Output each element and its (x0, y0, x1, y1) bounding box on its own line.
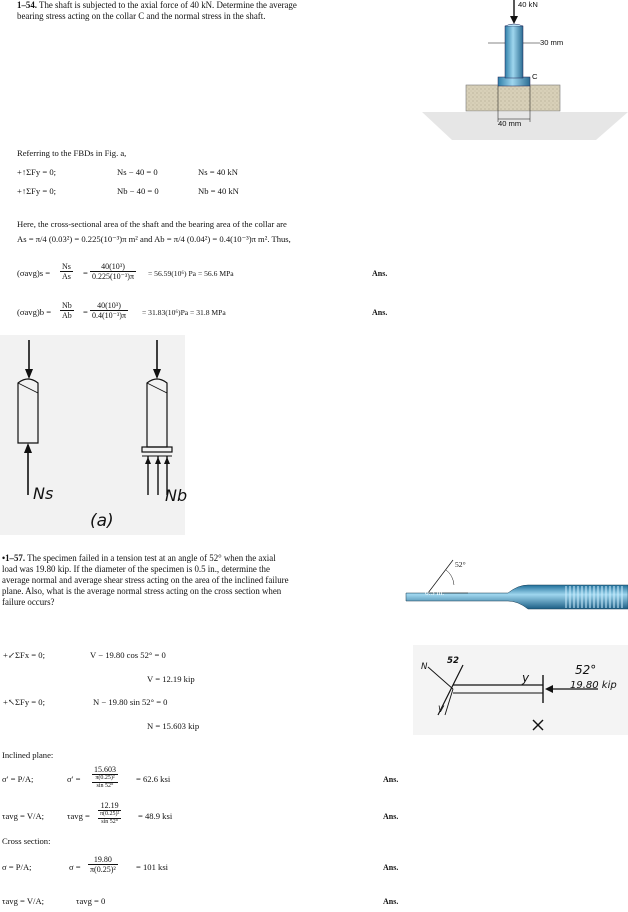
sketch-y-label: y (522, 671, 530, 685)
sketch-v-label: V (438, 705, 444, 715)
specimen-diameter-label: 0.5 in. (425, 588, 445, 597)
collar-stress-result: = 31.83(10⁶)Pa = 31.8 MPa (142, 308, 226, 317)
equilibrium-eq-1: Ns − 40 = 0 (117, 167, 158, 177)
collar-label: C (532, 72, 538, 81)
shear-stress-result: = 48.9 ksi (138, 811, 173, 821)
normal-stress-fraction: 15.603 π(0.25)² sin 52° (94, 765, 116, 789)
fbd-sketch (0, 335, 200, 535)
answer-marker-2: Ans. (372, 308, 388, 317)
normal-stress-def: σ′ = P/A; (2, 774, 34, 784)
fbd-left-label: Ns (33, 484, 54, 503)
answer-marker-1: Ans. (372, 269, 388, 278)
fbd-right-label: Nb (165, 486, 188, 505)
shaft-stress-lhs: (σavg)s = (17, 268, 51, 278)
v-result: V = 12.19 kip (147, 674, 195, 684)
load-arrowhead (510, 16, 518, 24)
sum-fx-eq: V − 19.80 cos 52° = 0 (90, 650, 166, 660)
shear-stress-lhs: τavg = (67, 811, 90, 821)
cross-normal-result: = 101 ksi (136, 862, 169, 872)
shaft-stress-fraction-symbolic: $\frac{Ns}{As}$ (62, 262, 71, 281)
shaft-collar-figure (0, 0, 628, 140)
cross-normal-lhs: σ = (69, 862, 81, 872)
inclined-plane-heading: Inclined plane: (2, 750, 54, 760)
problem-number: 1–54. (17, 0, 37, 10)
cross-section-heading: Cross section: (2, 836, 51, 846)
collar (498, 77, 530, 86)
shaft-dimension-label: 30 mm (540, 38, 564, 47)
shaft-stress-fraction-numeric: $\frac{\text{40(10³)}}{\text{0.225(10⁻³)π}}$ (92, 262, 134, 281)
area-text-line-1: Here, the cross-sectional area of the shaft and the bearing area of the collar are (17, 219, 287, 229)
shaft-stress-result: = 56.59(10⁶) Pa = 56.6 MPa (148, 269, 234, 278)
answer-marker-5: Ans. (383, 863, 399, 872)
shaft (505, 26, 523, 78)
collar-dimension-label: 40 mm (498, 119, 522, 128)
equilibrium-result-1: Ns = 40 kN (198, 167, 238, 177)
answer-marker-6: Ans. (383, 897, 399, 906)
equals-sign: = (83, 268, 88, 278)
sum-fy-label: +↖ΣFy = 0; (3, 697, 45, 707)
collar-stress-fraction-symbolic: $\frac{Nb}{Ab}$ (62, 301, 72, 320)
equilibrium-label-1: +↑ΣFy = 0; (17, 167, 57, 177)
normal-stress-lhs: σ′ = (67, 774, 81, 784)
answer-marker-3: Ans. (383, 775, 399, 784)
sketch-n-label: N (421, 662, 428, 672)
problem-text: The shaft is subjected to the axial force of 40 kN. Determine the average bearing stress acting on the collar C and the normal stress in the shaft. (17, 0, 297, 21)
sum-fy-eq: N − 19.80 sin 52° = 0 (93, 697, 168, 707)
problem-number: •1–57. (2, 553, 26, 563)
problem-text: The specimen failed in a tension test at an angle of 52° when the axial load was 19.80 kip. If the diameter of the specimen is 0.5 in., determine the average normal and average shear stress acting on the area of the inclined failure plane. Also, what is the average normal stress acting on the cross section when failure occurs? (2, 553, 289, 607)
solution-intro: Referring to the FBDs in Fig. a, (17, 148, 127, 158)
specimen-angle-label: 52° (455, 560, 466, 569)
cross-normal-fraction: $\frac{19.80}{\text{π(0.25)²}}$ (90, 855, 116, 874)
cross-shear-def: τavg = V/A; (2, 896, 45, 906)
problem-1-57-statement (2, 553, 292, 608)
area-text-line-2: As = π/4 (0.03²) = 0.225(10⁻³)π m² and Ab = π/4 (0.04²) = 0.4(10⁻³)π m². Thus, (17, 234, 291, 244)
normal-stress-result: = 62.6 ksi (136, 774, 171, 784)
sketch-load: 19.80 kip (570, 680, 617, 691)
cross-normal-def: σ = P/A; (2, 862, 32, 872)
equals-sign: = (83, 307, 88, 317)
sum-fx-label: +↙ΣFx = 0; (3, 650, 45, 660)
shear-stress-def: τavg = V/A; (2, 811, 45, 821)
collar-stress-lhs: (σavg)b = (17, 307, 52, 317)
collar-stress-fraction-numeric: $\frac{\text{40(10³)}}{\text{0.4(10⁻³)π}}$ (92, 301, 126, 320)
n-result: N = 15.603 kip (147, 721, 200, 731)
shear-stress-fraction: 12.19 π(0.25)² sin 52° (100, 801, 120, 825)
sketch-angle-2: 52° (575, 663, 597, 677)
ground-shade (422, 112, 628, 140)
equilibrium-eq-2: Nb − 40 = 0 (117, 186, 159, 196)
equilibrium-label-2: +↑ΣFy = 0; (17, 186, 57, 196)
equilibrium-result-2: Nb = 40 kN (198, 186, 239, 196)
figure-label-a: (a) (90, 511, 114, 531)
base-block (466, 85, 560, 111)
load-label: 40 kN (518, 0, 538, 9)
sketch-angle-1: 52 (447, 656, 459, 666)
cross-shear-result: τavg = 0 (76, 896, 106, 906)
answer-marker-4: Ans. (383, 812, 399, 821)
